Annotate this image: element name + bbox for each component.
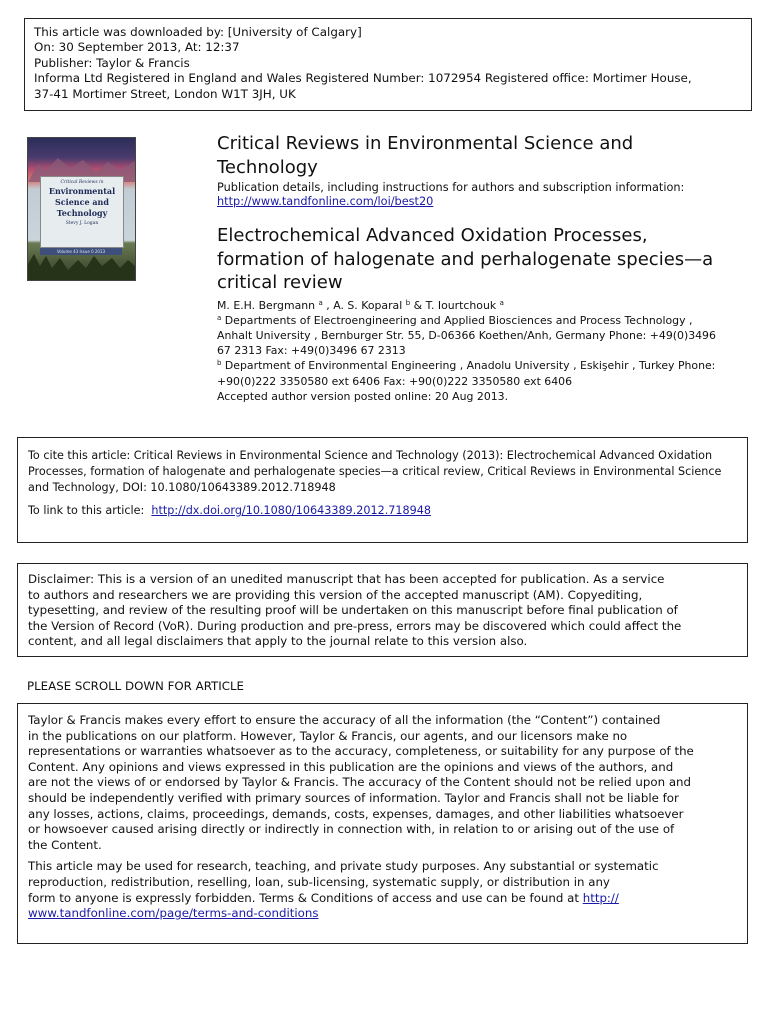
disclaimer-line-4: the Version of Record (VoR). During production and pre-press, errors may be discovered which could affect the [28, 618, 682, 633]
terms-p1-line-4: Content. Any opinions and views expressed in this publication are the opinions and views of the authors, and [28, 759, 674, 774]
journal-title-line-1: Critical Reviews in Environmental Science and [217, 133, 634, 154]
cover-title-panel [40, 176, 124, 248]
cover-top-label: Critical Reviews in [60, 180, 104, 185]
forest-graphic [28, 250, 135, 280]
terms-p1-line-1: Taylor & Francis makes every effort to ensure the accuracy of all the information (the “Content”) contained [28, 713, 661, 727]
cover-journal-line-2: Science and [55, 197, 109, 207]
journal-url-link[interactable]: http://www.tandfonline.com/loi/best20 [217, 195, 434, 208]
terms-p2-line-1: This article may be used for research, teaching, and private study purposes. Any substantial or systematic [28, 859, 659, 874]
disclaimer-line-1: Disclaimer: This is a version of an unedited manuscript that has been accepted for publication. As a service [28, 572, 665, 586]
publisher: Publisher: Taylor & Francis [34, 55, 190, 70]
download-notice-box [24, 18, 752, 111]
download-date: On: 30 September 2013, At: 12:37 [34, 40, 240, 55]
cover-journal-line-1: Environmental [48, 186, 116, 196]
citation-line-3: and Technology, DOI: 10.1080/10643389.2012.718948 [28, 481, 336, 494]
accepted-date: Accepted author version posted online: 20 Aug 2013. [217, 389, 509, 403]
terms-p1-line-8: or howsoever caused arising directly or indirectly in connection with, in relation to or arising out of the use of [28, 822, 675, 837]
author-2: , A. S. Koparal [326, 298, 403, 312]
journal-title-line-2: Technology [217, 156, 318, 178]
registration-line-2: 37-41 Mortimer Street, London W1T 3JH, UK [34, 86, 296, 101]
disclaimer-box [17, 563, 748, 657]
article-title [217, 224, 753, 295]
authors-line [217, 299, 753, 313]
journal-cover-image [27, 137, 136, 281]
terms-box [17, 703, 748, 944]
article-info [217, 224, 753, 404]
affiliation-b-line-2: +90(0)222 3350580 ext 6406 Fax: +90(0)222 3350580 ext 6406 [217, 374, 573, 388]
doi-link[interactable]: http://dx.doi.org/10.1080/10643389.2012.718948 [151, 504, 431, 517]
cover-volume-band: Volume 43 Issue 0 2013 [40, 248, 122, 255]
terms-link-part-2[interactable]: www.tandfonline.com/page/terms-and-conditions [28, 906, 319, 921]
terms-p1-line-3: representations or warranties whatsoever as to the accuracy, completeness, or suitability for any purpose of the [28, 744, 694, 759]
disclaimer-line-2: to authors and researchers we are providing this version of the accepted manuscript (AM). Copyediting, [28, 587, 643, 602]
affiliation-b-line-1: Department of Environmental Engineering , Anadolu University , Eskişehir , Turkey Phone: [224, 359, 716, 373]
cover-editor: Stevy J. Logan [65, 221, 99, 226]
cover-journal-line-3: Technology [56, 208, 108, 218]
author-1-affiliation-mark: a [318, 298, 323, 307]
registration-line-1: Informa Ltd Registered in England and Wales Registered Number: 1072954 Registered office: Mortimer House, [34, 71, 692, 86]
disclaimer-line-5: content, and all legal disclaimers that apply to the journal relate to this version also. [28, 634, 528, 649]
affiliation-a-line-1: Departments of Electroengineering and Applied Biosciences and Process Technology , [224, 313, 693, 327]
terms-p1-line-2: in the publications on our platform. However, Taylor & Francis, our agents, and our licensors make no [28, 728, 628, 743]
citation-line-2: Processes, formation of halogenate and perhalogenate species—a critical review, Critical Reviews in Environmental Science [28, 465, 722, 478]
terms-p2-line-3: form to anyone is expressly forbidden. Terms & Conditions of access and use can be found at [28, 890, 583, 905]
author-2-affiliation-mark: b [405, 298, 411, 307]
article-title-line-3: critical review [217, 272, 343, 293]
terms-p1-line-7: any losses, actions, claims, proceedings, demands, costs, expenses, damages, and other liabilities whatsoever [28, 806, 684, 821]
affiliation-a-mark: a [217, 313, 222, 322]
affiliation-a-line-3: 67 2313 Fax: +49(0)3496 67 2313 [217, 344, 406, 358]
author-1: M. E.H. Bergmann [217, 298, 316, 312]
citation-box [17, 437, 748, 543]
author-3: & T. Iourtchouk [413, 298, 497, 312]
link-label: To link to this article: [28, 504, 145, 517]
affiliation-a-line-2: Anhalt University , Bernburger Str. 55, D-06366 Koethen/Anh, Germany Phone: +49(0)3496 [217, 328, 716, 342]
terms-p1-line-5: are not the views of or endorsed by Taylor & Francis. The accuracy of the Content should not be relied upon and [28, 775, 692, 790]
journal-info [217, 132, 747, 209]
terms-p2-line-2: reproduction, redistribution, reselling, loan, sub-licensing, systematic supply, or distribution in any [28, 874, 610, 889]
terms-p1-line-9: the Content. [28, 837, 102, 852]
citation-line-1: To cite this article: Critical Reviews in Environmental Science and Technology (2013): Electrochemical Advanced Oxidation [28, 449, 713, 462]
downloaded-by: This article was downloaded by: [University of Calgary] [34, 25, 362, 39]
article-title-line-1: Electrochemical Advanced Oxidation Processes, [217, 225, 648, 246]
scroll-notice: PLEASE SCROLL DOWN FOR ARTICLE [27, 679, 244, 693]
affiliation-b-mark: b [217, 359, 222, 368]
terms-link-part-1[interactable]: http:// [582, 890, 619, 905]
author-3-affiliation-mark: a [499, 298, 504, 307]
affiliation-a [217, 313, 753, 359]
article-title-line-2: formation of halogenate and perhalogenate species—a [217, 248, 714, 270]
affiliation-b [217, 358, 753, 404]
disclaimer-line-3: typesetting, and review of the resulting proof will be undertaken on this manuscript before final publication of [28, 603, 678, 618]
publication-details: Publication details, including instructions for authors and subscription information: [217, 181, 685, 194]
terms-p1-line-6: should be independently verified with primary sources of information. Taylor and Francis shall not be liable for [28, 790, 679, 805]
